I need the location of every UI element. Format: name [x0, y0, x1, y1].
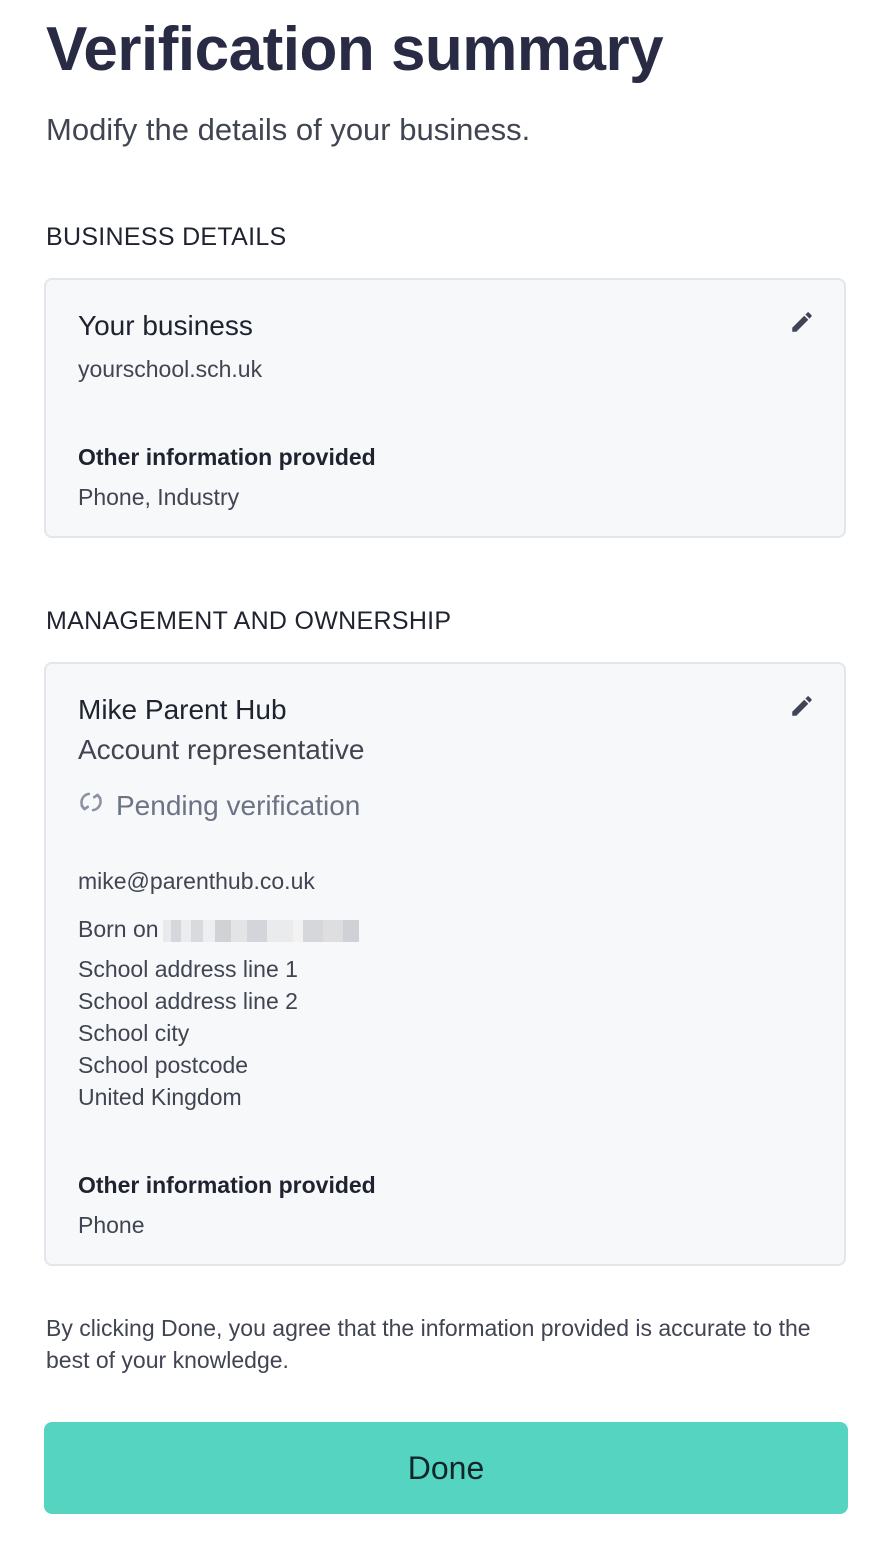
representative-role: Account representative [78, 734, 365, 765]
address-line: School address line 1 [78, 956, 298, 982]
verification-status [78, 788, 360, 824]
born-on-label: Born on [78, 916, 159, 942]
business-name: Your business [78, 310, 253, 341]
business-website: yourschool.sch.uk [78, 356, 263, 382]
business-details-heading: BUSINESS DETAILS [46, 223, 287, 251]
representative-email: mike@parenthub.co.uk [78, 868, 315, 894]
address-line: School address line 2 [78, 988, 298, 1014]
representative-other-info-value: Phone [78, 1212, 145, 1238]
business-other-info-value: Phone, Industry [78, 484, 240, 510]
agreement-disclaimer: By clicking Done, you agree that the information provided is accurate to the best of your knowledge. [46, 1315, 811, 1373]
pencil-icon [789, 693, 815, 724]
done-button[interactable]: Done [44, 1422, 848, 1514]
verification-status-text: Pending verification [116, 790, 361, 821]
business-details-card [44, 278, 846, 538]
address-line: School postcode [78, 1052, 249, 1078]
edit-business-button[interactable] [788, 310, 816, 338]
representative-dob [78, 913, 359, 945]
redacted-date-of-birth [163, 920, 359, 942]
business-other-info-label: Other information provided [78, 444, 376, 470]
address-line: United Kingdom [78, 1084, 242, 1110]
representative-name: Mike Parent Hub [78, 694, 287, 725]
edit-representative-button[interactable] [788, 694, 816, 722]
pencil-icon [789, 309, 815, 340]
page-subtitle: Modify the details of your business. [46, 112, 531, 147]
management-ownership-heading: MANAGEMENT AND OWNERSHIP [46, 607, 452, 635]
representative-card [44, 662, 846, 1266]
address-line: School city [78, 1020, 190, 1046]
refresh-icon [78, 788, 104, 824]
page-title: Verification summary [46, 15, 664, 84]
representative-other-info-label: Other information provided [78, 1172, 376, 1198]
